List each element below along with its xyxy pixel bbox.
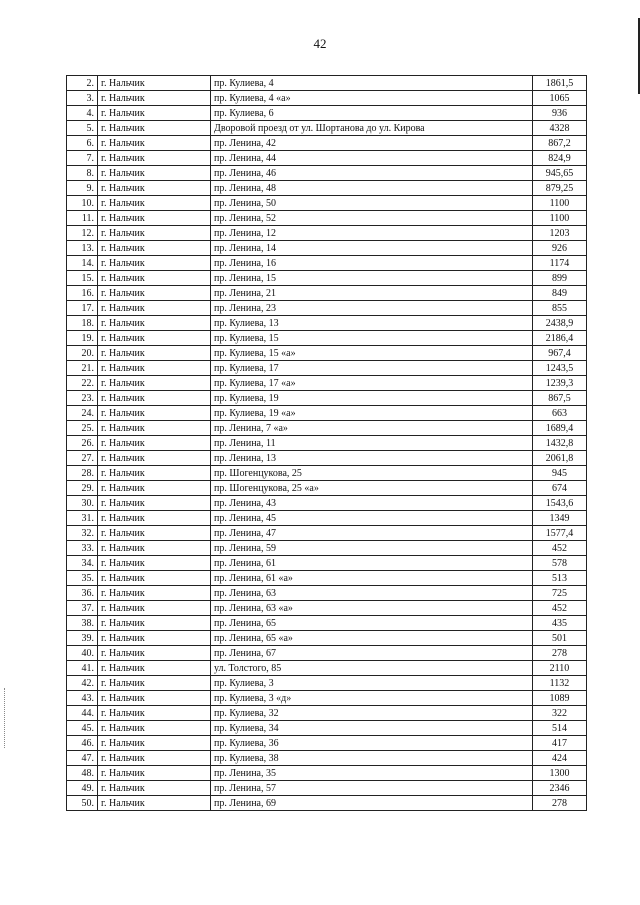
row-area-value: 879,25 <box>533 181 587 196</box>
row-number: 27. <box>67 451 98 466</box>
table-row <box>67 256 587 271</box>
row-city: г. Нальчик <box>98 286 211 301</box>
row-number: 12. <box>67 226 98 241</box>
row-city: г. Нальчик <box>98 646 211 661</box>
row-area-value: 899 <box>533 271 587 286</box>
row-number: 26. <box>67 436 98 451</box>
row-number: 29. <box>67 481 98 496</box>
row-address: ул. Толстого, 85 <box>211 661 533 676</box>
row-number: 3. <box>67 91 98 106</box>
table-row <box>67 541 587 556</box>
row-area-value: 2346 <box>533 781 587 796</box>
row-address: Дворовой проезд от ул. Шортанова до ул. Кирова <box>211 121 533 136</box>
row-city: г. Нальчик <box>98 601 211 616</box>
table-row <box>67 406 587 421</box>
scan-margin-dots <box>4 688 8 748</box>
row-area-value: 1689,4 <box>533 421 587 436</box>
row-area-value: 278 <box>533 646 587 661</box>
row-number: 21. <box>67 361 98 376</box>
row-address: пр. Ленина, 50 <box>211 196 533 211</box>
row-number: 46. <box>67 736 98 751</box>
row-city: г. Нальчик <box>98 781 211 796</box>
row-address: пр. Кулиева, 38 <box>211 751 533 766</box>
row-city: г. Нальчик <box>98 91 211 106</box>
table-row <box>67 436 587 451</box>
row-area-value: 2438,9 <box>533 316 587 331</box>
row-address: пр. Ленина, 63 <box>211 586 533 601</box>
row-area-value: 452 <box>533 601 587 616</box>
table-row <box>67 316 587 331</box>
table-row <box>67 691 587 706</box>
row-area-value: 936 <box>533 106 587 121</box>
table-row <box>67 646 587 661</box>
row-area-value: 1543,6 <box>533 496 587 511</box>
row-number: 50. <box>67 796 98 811</box>
table-row <box>67 751 587 766</box>
row-area-value: 513 <box>533 571 587 586</box>
row-city: г. Нальчик <box>98 796 211 811</box>
row-number: 42. <box>67 676 98 691</box>
row-city: г. Нальчик <box>98 541 211 556</box>
row-city: г. Нальчик <box>98 676 211 691</box>
row-area-value: 849 <box>533 286 587 301</box>
table-row <box>67 556 587 571</box>
row-area-value: 2186,4 <box>533 331 587 346</box>
table-row <box>67 106 587 121</box>
row-city: г. Нальчик <box>98 631 211 646</box>
row-address: пр. Ленина, 15 <box>211 271 533 286</box>
row-address: пр. Ленина, 23 <box>211 301 533 316</box>
row-area-value: 674 <box>533 481 587 496</box>
row-area-value: 1577,4 <box>533 526 587 541</box>
row-city: г. Нальчик <box>98 211 211 226</box>
row-address: пр. Ленина, 46 <box>211 166 533 181</box>
row-number: 16. <box>67 286 98 301</box>
row-city: г. Нальчик <box>98 586 211 601</box>
row-area-value: 1243,5 <box>533 361 587 376</box>
row-number: 19. <box>67 331 98 346</box>
row-city: г. Нальчик <box>98 556 211 571</box>
table-row <box>67 166 587 181</box>
row-city: г. Нальчик <box>98 496 211 511</box>
table-row <box>67 601 587 616</box>
row-address: пр. Кулиева, 17 <box>211 361 533 376</box>
row-number: 45. <box>67 721 98 736</box>
row-area-value: 2110 <box>533 661 587 676</box>
row-address: пр. Кулиева, 34 <box>211 721 533 736</box>
row-city: г. Нальчик <box>98 136 211 151</box>
row-address: пр. Ленина, 61 «а» <box>211 571 533 586</box>
row-number: 22. <box>67 376 98 391</box>
table-row <box>67 271 587 286</box>
table-row <box>67 481 587 496</box>
row-city: г. Нальчик <box>98 391 211 406</box>
row-address: пр. Кулиева, 3 «д» <box>211 691 533 706</box>
row-area-value: 1065 <box>533 91 587 106</box>
row-address: пр. Шогенцукова, 25 «а» <box>211 481 533 496</box>
row-address: пр. Кулиева, 13 <box>211 316 533 331</box>
row-number: 28. <box>67 466 98 481</box>
row-area-value: 1174 <box>533 256 587 271</box>
row-area-value: 1100 <box>533 196 587 211</box>
row-area-value: 867,5 <box>533 391 587 406</box>
row-address: пр. Ленина, 43 <box>211 496 533 511</box>
row-number: 33. <box>67 541 98 556</box>
row-address: пр. Ленина, 35 <box>211 766 533 781</box>
row-address: пр. Ленина, 69 <box>211 796 533 811</box>
row-area-value: 1239,3 <box>533 376 587 391</box>
row-city: г. Нальчик <box>98 451 211 466</box>
row-city: г. Нальчик <box>98 511 211 526</box>
row-city: г. Нальчик <box>98 376 211 391</box>
row-address: пр. Шогенцукова, 25 <box>211 466 533 481</box>
row-city: г. Нальчик <box>98 331 211 346</box>
row-number: 23. <box>67 391 98 406</box>
row-city: г. Нальчик <box>98 421 211 436</box>
row-city: г. Нальчик <box>98 226 211 241</box>
row-area-value: 501 <box>533 631 587 646</box>
row-number: 9. <box>67 181 98 196</box>
table-row <box>67 796 587 811</box>
row-address: пр. Кулиева, 19 <box>211 391 533 406</box>
row-area-value: 1203 <box>533 226 587 241</box>
row-number: 5. <box>67 121 98 136</box>
row-area-value: 945 <box>533 466 587 481</box>
table-row <box>67 391 587 406</box>
row-city: г. Нальчик <box>98 466 211 481</box>
row-address: пр. Кулиева, 15 «а» <box>211 346 533 361</box>
row-area-value: 1089 <box>533 691 587 706</box>
row-number: 10. <box>67 196 98 211</box>
table-row <box>67 211 587 226</box>
row-city: г. Нальчик <box>98 691 211 706</box>
table-row <box>67 286 587 301</box>
table-row <box>67 616 587 631</box>
row-address: пр. Кулиева, 4 «а» <box>211 91 533 106</box>
row-address: пр. Ленина, 21 <box>211 286 533 301</box>
row-city: г. Нальчик <box>98 481 211 496</box>
row-area-value: 1300 <box>533 766 587 781</box>
row-area-value: 278 <box>533 796 587 811</box>
table-row <box>67 706 587 721</box>
row-number: 6. <box>67 136 98 151</box>
row-city: г. Нальчик <box>98 151 211 166</box>
row-number: 31. <box>67 511 98 526</box>
row-area-value: 417 <box>533 736 587 751</box>
row-city: г. Нальчик <box>98 661 211 676</box>
row-city: г. Нальчик <box>98 526 211 541</box>
row-area-value: 578 <box>533 556 587 571</box>
row-city: г. Нальчик <box>98 316 211 331</box>
table-row <box>67 121 587 136</box>
row-number: 39. <box>67 631 98 646</box>
row-city: г. Нальчик <box>98 346 211 361</box>
table-row <box>67 631 587 646</box>
row-number: 2. <box>67 76 98 91</box>
row-number: 38. <box>67 616 98 631</box>
row-number: 32. <box>67 526 98 541</box>
row-area-value: 452 <box>533 541 587 556</box>
row-city: г. Нальчик <box>98 196 211 211</box>
row-number: 34. <box>67 556 98 571</box>
row-address: пр. Ленина, 65 <box>211 616 533 631</box>
row-city: г. Нальчик <box>98 361 211 376</box>
row-city: г. Нальчик <box>98 571 211 586</box>
table-row <box>67 781 587 796</box>
row-area-value: 424 <box>533 751 587 766</box>
row-number: 37. <box>67 601 98 616</box>
row-area-value: 4328 <box>533 121 587 136</box>
row-area-value: 663 <box>533 406 587 421</box>
table-row <box>67 151 587 166</box>
row-city: г. Нальчик <box>98 256 211 271</box>
row-number: 49. <box>67 781 98 796</box>
row-area-value: 514 <box>533 721 587 736</box>
row-number: 30. <box>67 496 98 511</box>
row-city: г. Нальчик <box>98 181 211 196</box>
table-row <box>67 451 587 466</box>
row-number: 17. <box>67 301 98 316</box>
row-address: пр. Ленина, 48 <box>211 181 533 196</box>
table-row <box>67 766 587 781</box>
address-table-body <box>67 76 587 811</box>
row-address: пр. Кулиева, 32 <box>211 706 533 721</box>
row-number: 35. <box>67 571 98 586</box>
row-address: пр. Ленина, 42 <box>211 136 533 151</box>
row-city: г. Нальчик <box>98 241 211 256</box>
table-row <box>67 511 587 526</box>
row-city: г. Нальчик <box>98 721 211 736</box>
row-number: 15. <box>67 271 98 286</box>
table-row <box>67 586 587 601</box>
row-area-value: 867,2 <box>533 136 587 151</box>
row-number: 47. <box>67 751 98 766</box>
row-address: пр. Ленина, 45 <box>211 511 533 526</box>
row-area-value: 945,65 <box>533 166 587 181</box>
row-number: 20. <box>67 346 98 361</box>
row-city: г. Нальчик <box>98 106 211 121</box>
row-address: пр. Ленина, 44 <box>211 151 533 166</box>
row-number: 48. <box>67 766 98 781</box>
row-number: 18. <box>67 316 98 331</box>
row-city: г. Нальчик <box>98 406 211 421</box>
row-number: 25. <box>67 421 98 436</box>
row-area-value: 967,4 <box>533 346 587 361</box>
row-address: пр. Ленина, 61 <box>211 556 533 571</box>
row-number: 40. <box>67 646 98 661</box>
row-number: 7. <box>67 151 98 166</box>
row-city: г. Нальчик <box>98 76 211 91</box>
row-number: 36. <box>67 586 98 601</box>
row-city: г. Нальчик <box>98 436 211 451</box>
table-row <box>67 226 587 241</box>
row-address: пр. Ленина, 67 <box>211 646 533 661</box>
row-city: г. Нальчик <box>98 271 211 286</box>
row-address: пр. Ленина, 7 «а» <box>211 421 533 436</box>
row-city: г. Нальчик <box>98 736 211 751</box>
page-number: 42 <box>313 36 327 51</box>
row-address: пр. Ленина, 57 <box>211 781 533 796</box>
table-row <box>67 571 587 586</box>
row-address: пр. Ленина, 63 «а» <box>211 601 533 616</box>
table-row <box>67 721 587 736</box>
row-city: г. Нальчик <box>98 121 211 136</box>
table-row <box>67 421 587 436</box>
row-address: пр. Кулиева, 6 <box>211 106 533 121</box>
row-address: пр. Кулиева, 15 <box>211 331 533 346</box>
table-row <box>67 361 587 376</box>
row-number: 44. <box>67 706 98 721</box>
row-address: пр. Ленина, 14 <box>211 241 533 256</box>
row-city: г. Нальчик <box>98 766 211 781</box>
row-address: пр. Кулиева, 4 <box>211 76 533 91</box>
table-row <box>67 136 587 151</box>
table-row <box>67 301 587 316</box>
table-row <box>67 526 587 541</box>
table-row <box>67 466 587 481</box>
table-row <box>67 181 587 196</box>
table-row <box>67 661 587 676</box>
row-number: 43. <box>67 691 98 706</box>
row-city: г. Нальчик <box>98 751 211 766</box>
row-address: пр. Ленина, 16 <box>211 256 533 271</box>
table-row <box>67 91 587 106</box>
table-row <box>67 331 587 346</box>
row-number: 8. <box>67 166 98 181</box>
row-area-value: 855 <box>533 301 587 316</box>
table-row <box>67 736 587 751</box>
row-area-value: 2061,8 <box>533 451 587 466</box>
row-address: пр. Ленина, 52 <box>211 211 533 226</box>
row-area-value: 824,9 <box>533 151 587 166</box>
table-row <box>67 496 587 511</box>
address-table <box>66 75 587 811</box>
row-address: пр. Ленина, 65 «а» <box>211 631 533 646</box>
table-row <box>67 346 587 361</box>
row-number: 41. <box>67 661 98 676</box>
row-address: пр. Кулиева, 36 <box>211 736 533 751</box>
row-area-value: 1861,5 <box>533 76 587 91</box>
row-area-value: 926 <box>533 241 587 256</box>
row-city: г. Нальчик <box>98 706 211 721</box>
row-address: пр. Кулиева, 19 «а» <box>211 406 533 421</box>
row-city: г. Нальчик <box>98 616 211 631</box>
row-number: 14. <box>67 256 98 271</box>
row-number: 24. <box>67 406 98 421</box>
row-address: пр. Ленина, 47 <box>211 526 533 541</box>
table-row <box>67 376 587 391</box>
row-address: пр. Ленина, 11 <box>211 436 533 451</box>
table-row <box>67 676 587 691</box>
row-address: пр. Ленина, 13 <box>211 451 533 466</box>
row-number: 4. <box>67 106 98 121</box>
row-number: 13. <box>67 241 98 256</box>
row-area-value: 1100 <box>533 211 587 226</box>
row-address: пр. Ленина, 59 <box>211 541 533 556</box>
row-city: г. Нальчик <box>98 301 211 316</box>
row-address: пр. Кулиева, 3 <box>211 676 533 691</box>
row-address: пр. Ленина, 12 <box>211 226 533 241</box>
row-area-value: 725 <box>533 586 587 601</box>
row-address: пр. Кулиева, 17 «а» <box>211 376 533 391</box>
row-area-value: 322 <box>533 706 587 721</box>
row-area-value: 435 <box>533 616 587 631</box>
table-row <box>67 241 587 256</box>
table-row <box>67 196 587 211</box>
row-area-value: 1432,8 <box>533 436 587 451</box>
row-city: г. Нальчик <box>98 166 211 181</box>
table-row <box>67 76 587 91</box>
row-area-value: 1132 <box>533 676 587 691</box>
row-number: 11. <box>67 211 98 226</box>
row-area-value: 1349 <box>533 511 587 526</box>
